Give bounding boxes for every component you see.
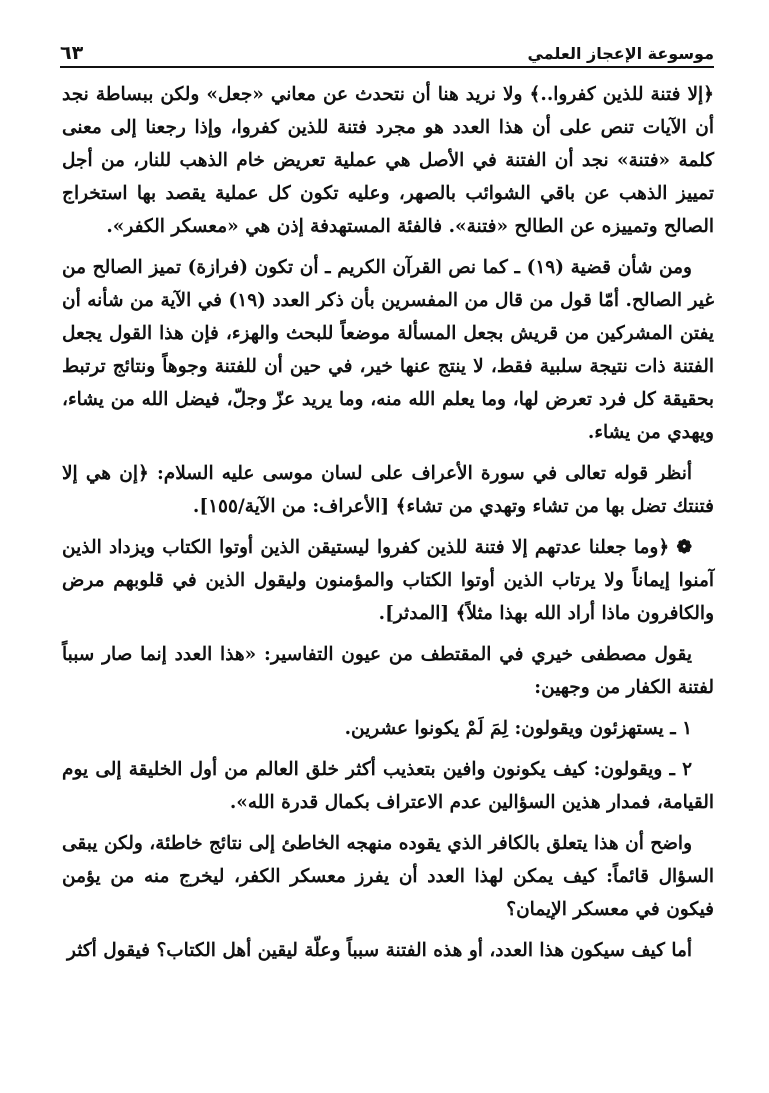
paragraph-question: واضح أن هذا يتعلق بالكافر الذي يقوده منهجه الخاطئ إلى نتائج خاطئة، ولكن يبقى السؤال قائماً: كيف يمكن لهذا العدد أن يفرز معسكر الكفر، ليخرج منه من يؤمن فيكون في معسكر الإيمان؟	[62, 833, 714, 920]
paragraph-al-muddaththir-verse: ❁ ﴿وما جعلنا عدتهم إلا فتنة للذين كفروا ليستيقن الذين أوتوا الكتاب ويزداد الذين آمنوا إيماناً ولا يرتاب الذين أوتوا الكتاب والمؤمنون وليقول الذين في قلوبهم مرض والكافرون ماذا أراد الله بهذا مثلاً﴾ [المدثر].	[62, 537, 714, 624]
page-number: ٦٣	[60, 42, 84, 64]
paragraph-issue-19: ومن شأن قضية (١٩) ـ كما نص القرآن الكريم ـ أن تكون (فرازة) تميز الصالح من غير الصالح. أمّا قول من قال من المفسرين بأن ذكر العدد (١٩) في الآية من شأنه أن يفتن المشركين من قريش بجعل المسألة موضعاً للبحث والهزء، فإن هذا القول يجعل الفتنة ذات نتيجة سلبية فقط، لا ينتج عنها خير، في حين أن للفتنة وجوهاً ونتائج ترتبط بحقيقة كل فرد تعرض لها، وما يعلم الله منه، وما يريد عزّ وجلّ، فيضل الله من يشاء، ويهدي من يشاء.	[62, 257, 714, 443]
list-item-first-reason: ١ ـ يستهزئون ويقولون: لِمَ لَمْ يكونوا عشرين.	[344, 718, 692, 739]
paragraph-continuation: أما كيف سيكون هذا العدد، أو هذه الفتنة سبباً وعلّة ليقين أهل الكتاب؟ فيقول أكثر	[67, 940, 692, 961]
list-item-second-reason: ٢ ـ ويقولون: كيف يكونون وافين بتعذيب أكثر خلق العالم من أول الخليقة إلى يوم القيامة، فمدار هذين السؤالين عدم الاعتراف بكمال قدرة الله».	[62, 759, 714, 813]
paragraph-fitna-meaning: ﴿إلا فتنة للذين كفروا..﴾ ولا نريد هنا أن نتحدث عن معاني «جعل» ولكن ببساطة نجد أن الآيات تنص على أن هذا العدد هو مجرد فتنة للذين كفروا، وإذا رجعنا إلى معنى كلمة «فتنة» نجد أن الفتنة في الأصل هي عملية تعريض خام الذهب للنار، من أجل تمييز الذهب عن باقي الشوائب بالصهر، وعليه تكون كل عملية يقصد بها استخراج الصالح وتمييزه عن الطالح «فتنة». فالفئة المستهدفة إذن هي «معسكر الكفر».	[62, 84, 714, 237]
running-title: موسوعة الإعجاز العلمي	[527, 44, 714, 63]
page-body	[62, 78, 714, 967]
paragraph-al-araf-quote: أنظر قوله تعالى في سورة الأعراف على لسان موسى عليه السلام: ﴿إن هي إلا فتنتك تضل بها من تشاء وتهدي من تشاء﴾ [الأعراف: من الآية/١٥٥].	[62, 463, 714, 517]
page-header	[60, 38, 714, 68]
paragraph-mustafa-khairi: يقول مصطفى خيري في المقتطف من عيون التفاسير: «هذا العدد إنما صار سبباً لفتنة الكفار من وجهين:	[62, 644, 714, 698]
